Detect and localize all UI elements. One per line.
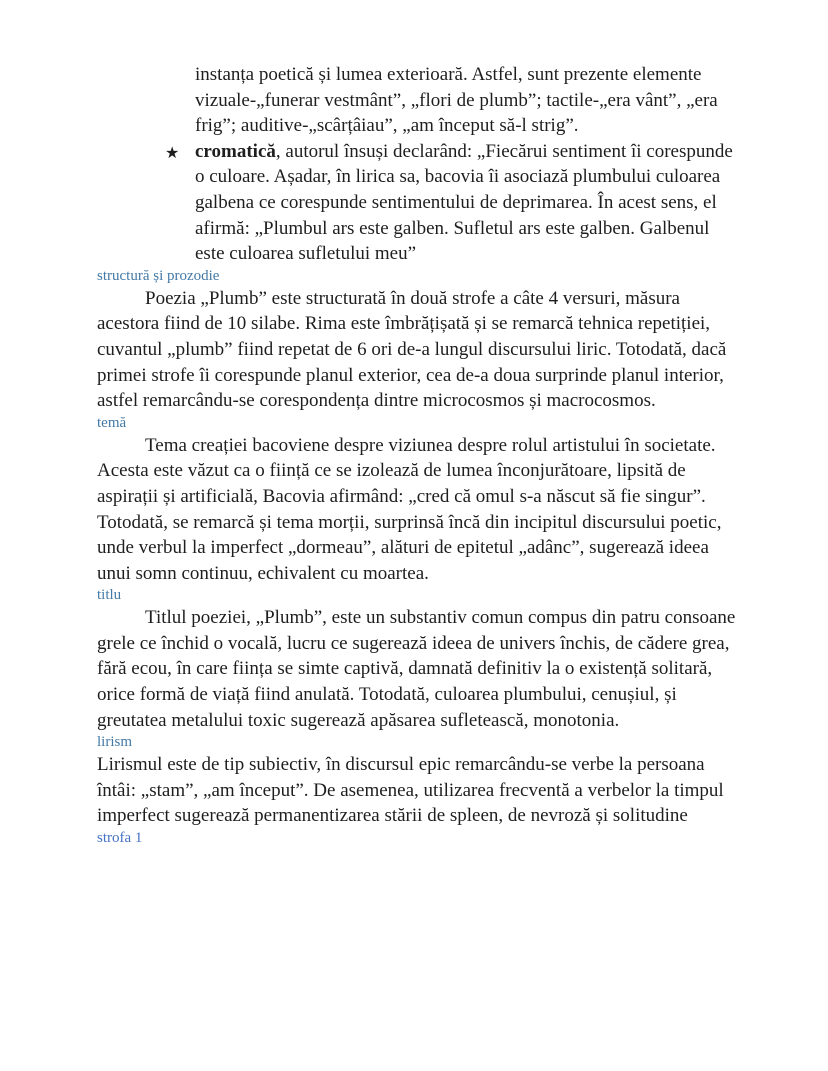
star-bullet-icon: ★ — [165, 142, 180, 162]
star-list-item — [97, 139, 737, 267]
section-paragraph-lirism: Lirismul este de tip subiectiv, în discursul epic remarcându-se verbe la persoana întâi: „stam”, „am început”. De asemenea, utilizarea frecventă a verbelor la timpul imperfect sugerează permanentizarea stării de spleen, de nevroză și solitudine — [97, 754, 724, 827]
bullet-continuation-paragraph: instanța poetică și lumea exterioară. Astfel, sunt prezente elemente vizuale-„funerar vestmânt”, „flori de plumb”; tactile-„era vânt”, „era frig”; auditive-„scârțâiau”, „am început să-l strig”. — [195, 64, 718, 137]
section-paragraph-titlu: Titlul poeziei, „Plumb”, este un substantiv comun compus din patru consoane grele ce închid o vocală, lucru ce sugerează ideea de univers închis, de cădere grea, fără ecou, în care ființa se simte captivă, damnată definitiv la o existență solitară, orice formă de viață fiind anulată. Totodată, culoarea plumbului, cenușiul, și greutatea metalului toxic sugerează apăsarea sufletească, monotonia. — [97, 607, 736, 731]
section-heading-tema: temă — [97, 414, 127, 431]
section-heading-strofa-1: strofa 1 — [97, 830, 143, 847]
section-heading-lirism: lirism — [97, 734, 133, 751]
section-heading-titlu: titlu — [97, 587, 122, 604]
section-heading-structura-si-prozodie: structură și prozodie — [97, 267, 220, 284]
section-paragraph-tema: Tema creației bacoviene despre viziunea despre rolul artistului în societate. Acesta este văzut ca o ființă ce se izolează de lumea înconjurătoare, lipsită de aspirații și artificială, Bacovia afirmând: „cred că omul s-a născut să fie singur”. Totodată, se remarcă și tema morții, surprinsă încă din incipitul discursului poetic, unde verbul la imperfect „dormeau”, alături de epitetul „adânc”, sugerează ideea unui somn continuu, echivalent cu moartea. — [97, 434, 722, 584]
section-paragraph-structura: Poezia „Plumb” este structurată în două strofe a câte 4 versuri, măsura acestora fiind de 10 silabe. Rima este îmbrățișată și se remarcă tehnica repetiției, cuvantul „plumb” fiind repetat de 6 ori de-a lungul discursului liric. Totodată, dacă primei strofe îi corespunde planul exterior, cea de-a doua surprinde planul interior, astfel remarcându-se corespondența dintre microcosmos și macrocosmos. — [97, 287, 727, 412]
star-item-body-text: , autorul însuși declarând: „Fiecărui sentiment îi corespunde o culoare. Așadar, în lirica sa, bacovia îi asociază plumbului culoarea galbena ce corespunde sentimentului de deprimarea. În acest sens, el afirmă: „Plumbul ars este galben. Sufletul ars este galben. Galbenul este culoarea sufletului meu” — [195, 140, 733, 265]
star-item-bold-lead: cromatică — [195, 140, 276, 162]
star-item-paragraph — [195, 139, 737, 267]
